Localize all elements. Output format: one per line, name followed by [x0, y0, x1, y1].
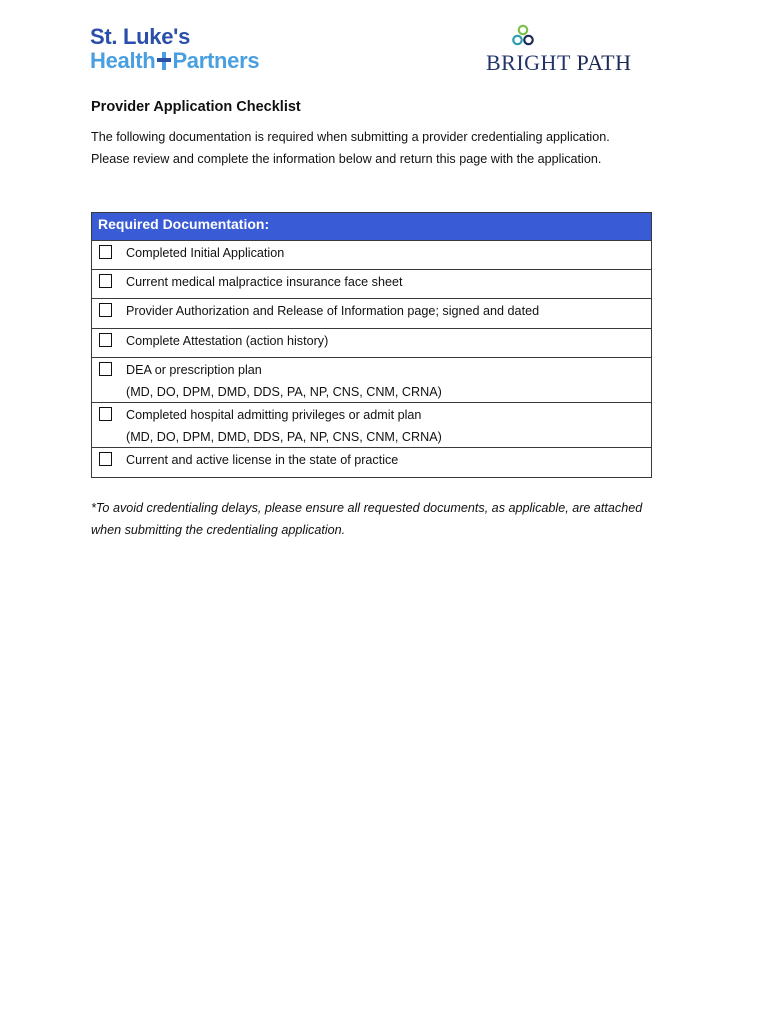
checklist-item-label: DEA or prescription plan [126, 363, 262, 377]
brightpath-wordmark [486, 50, 632, 76]
stlukes-logo-health: Health [90, 48, 156, 73]
checkbox[interactable] [99, 333, 112, 347]
cross-icon [156, 50, 172, 72]
checklist-item [92, 299, 651, 329]
checkbox[interactable] [99, 452, 112, 466]
checklist-item-label: Completed Initial Application [126, 246, 285, 260]
checklist-item-label: Provider Authorization and Release of Information page; signed and dated [126, 304, 540, 318]
stlukes-logo-name: St. Luke's [90, 24, 191, 49]
brightpath-bright: BRIGHT [486, 50, 571, 75]
checklist-item-label: Current and active license in the state of practice [126, 453, 399, 467]
checklist-item [92, 241, 651, 270]
page-title: Provider Application Checklist [91, 99, 301, 115]
documentation-checklist [91, 212, 652, 478]
brightpath-logo [486, 24, 676, 76]
checklist-item [92, 329, 651, 358]
checklist-item [92, 270, 651, 299]
stlukes-logo [90, 24, 290, 76]
checkbox[interactable] [99, 362, 112, 376]
checklist-item-sublabel: (MD, DO, DPM, DMD, DDS, PA, NP, CNS, CNM, CRNA) [126, 430, 442, 444]
checkbox[interactable] [99, 407, 112, 421]
checklist-item-label: Complete Attestation (action history) [126, 334, 329, 348]
intro-paragraph: The following documentation is required when submitting a provider credentialing application. Please review and complete the information below and return this page with the application. [91, 130, 610, 166]
checklist-item-sublabel: (MD, DO, DPM, DMD, DDS, PA, NP, CNS, CNM, CRNA) [126, 385, 442, 399]
checkbox[interactable] [99, 245, 112, 259]
checklist-item-label: Current medical malpractice insurance face sheet [126, 275, 403, 289]
checklist-item [92, 358, 651, 403]
brightpath-rings-icon [510, 24, 536, 48]
credentialing-note: *To avoid credentialing delays, please ensure all requested documents, as applicable, are attached when submitting the credentialing application. [91, 501, 643, 537]
checklist-item [92, 448, 651, 477]
checklist-item-label: Completed hospital admitting privileges or admit plan [126, 408, 422, 422]
brightpath-path: PATH [576, 50, 632, 75]
stlukes-logo-partners: Partners [172, 48, 260, 73]
checkbox[interactable] [99, 303, 112, 317]
stlukes-logo-subtitle [90, 48, 259, 74]
checkbox[interactable] [99, 274, 112, 288]
checklist-item [92, 403, 651, 448]
checklist-header: Required Documentation: [92, 213, 651, 241]
